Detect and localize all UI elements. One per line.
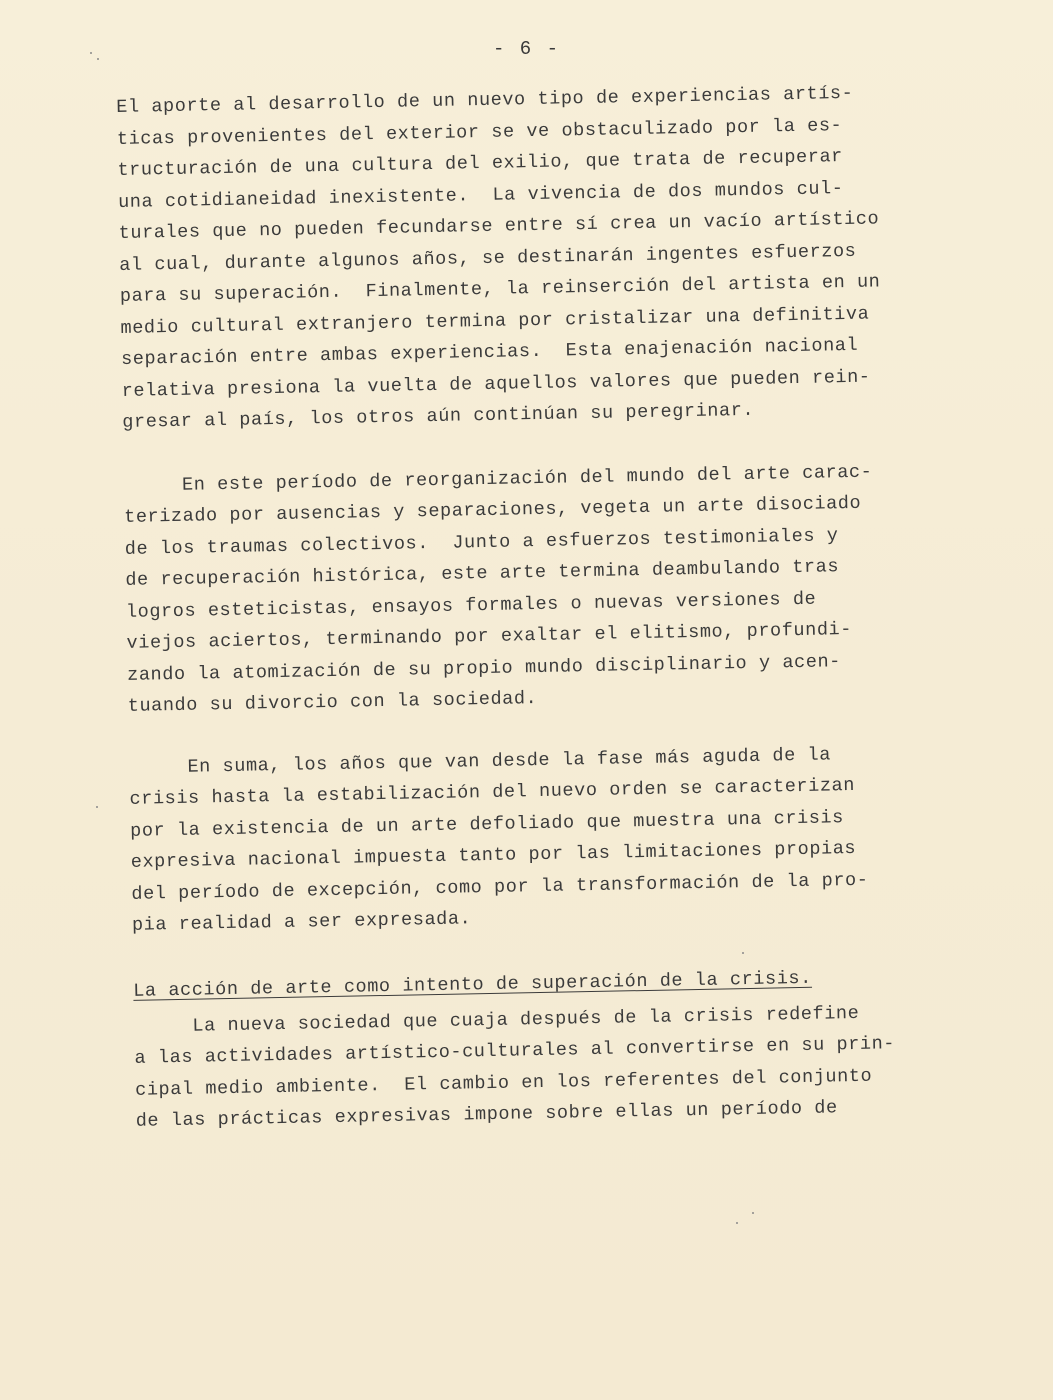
text-line: pia realidad a ser expresada. <box>131 908 472 936</box>
text-line: ticas provenientes del exterior se ve obstaculizado por la es- <box>116 114 843 150</box>
text-line: de los traumas colectivos. Junto a esfuerzos testimoniales y <box>124 524 839 560</box>
document-body <box>116 76 956 1137</box>
text-line: expresiva nacional impuesta tanto por las limitaciones propias <box>130 837 857 873</box>
paper-speck <box>96 806 98 808</box>
text-line: En suma, los años que van desde la fase más aguda de la <box>128 743 832 779</box>
paper-speck <box>736 1222 738 1224</box>
text-line: relativa presiona la vuelta de aquellos valores que pueden rein- <box>121 366 871 402</box>
paper-speck <box>742 952 744 954</box>
text-line: para su superación. Finalmente, la reinserción del artista en un <box>119 271 881 307</box>
text-line: cipal medio ambiente. El cambio en los referentes del conjunto <box>134 1065 873 1101</box>
text-line: medio cultural extranjero termina por cristalizar una definitiva <box>120 303 870 339</box>
text-line: al cual, durante algunos años, se destinarán ingentes esfuerzos <box>119 240 857 276</box>
paper-speck <box>97 58 99 60</box>
text-line: zando la atomización de su propio mundo disciplinario y acen- <box>126 650 842 686</box>
text-line: tuando su divorcio con la sociedad. <box>127 688 538 717</box>
text-line: tructuración de una cultura del exilio, que trata de recuperar <box>117 146 844 181</box>
text-line: por la existencia de un arte defoliado que muestra una crisis <box>129 806 845 842</box>
section-heading: La acción de arte como intento de superación de la crisis. <box>133 967 813 1002</box>
text-line: una cotidianeidad inexistente. La vivencia de dos mundos cul- <box>117 177 844 213</box>
text-line: viejos aciertos, terminando por exaltar el elitismo, profundi- <box>126 618 853 654</box>
text-line: de las prácticas expresivas impone sobre ellas un período de <box>135 1097 838 1132</box>
text-line: del período de excepción, como por la transformación de la pro- <box>131 869 869 905</box>
paragraph-3 <box>129 737 952 942</box>
text-line: a las actividades artístico-culturales al convertirse en su prin- <box>134 1033 896 1069</box>
text-line: de recuperación histórica, este arte termina deambulando tras <box>125 556 840 591</box>
text-line: gresar al país, los otros aún continúan su peregrinar. <box>122 399 755 433</box>
paper-speck <box>752 1212 754 1214</box>
paragraph-2 <box>123 455 948 723</box>
text-line: turales que no pueden fecundarse entre sí crea un vacío artístico <box>118 208 880 244</box>
text-line: El aporte al desarrollo de un nuevo tipo de experiencias artís- <box>116 82 854 118</box>
paragraph-1 <box>116 76 943 438</box>
text-line: En este período de reorganización del mundo del arte carac- <box>123 461 873 497</box>
text-line: separación entre ambas experiencias. Esta enajenación nacional <box>120 334 859 370</box>
text-line: crisis hasta la estabilización del nuevo orden se caracterizan <box>129 774 856 810</box>
page-number: - 6 - <box>492 38 560 60</box>
paper-speck <box>90 52 92 54</box>
text-line: La nueva sociedad que cuaja después de la crisis redefine <box>133 1002 860 1038</box>
text-line: logros esteticistas, ensayos formales o nuevas versiones de <box>125 588 817 623</box>
paragraph-4 <box>134 996 956 1138</box>
text-line: terizado por ausencias y separaciones, vegeta un arte disociado <box>123 492 862 528</box>
